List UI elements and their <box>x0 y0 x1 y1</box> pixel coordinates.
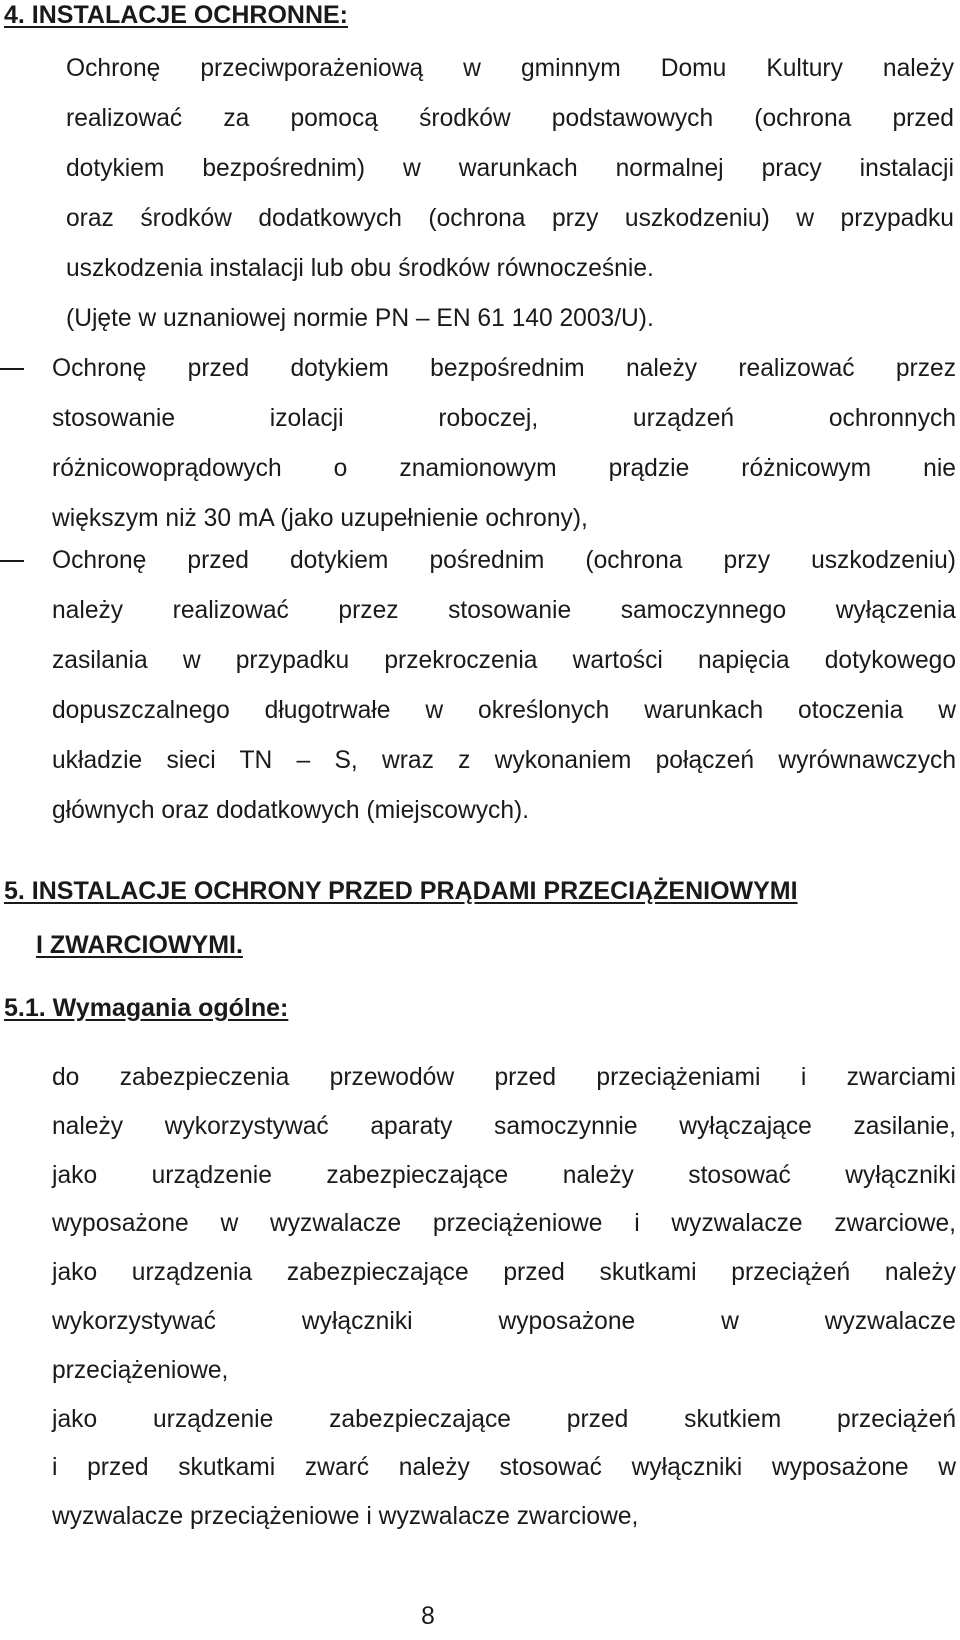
text-line: należy realizować przez stosowanie samoczynnego wyłączenia <box>52 597 956 624</box>
text-line: przeciążeniowe, <box>52 1356 229 1384</box>
section-5-heading <box>4 864 798 972</box>
text-line: Ochronę przed dotykiem bezpośrednim należy realizować przez <box>52 355 956 382</box>
text-line: Ochronę przed dotykiem pośrednim (ochrona przy uszkodzeniu) <box>52 547 956 574</box>
text-line: (Ujęte w uznaniowej normie PN – EN 61 140 2003/U). <box>66 305 654 332</box>
text-line: wyposażone w wyzwalacze przeciążeniowe i wyzwalacze zwarciowe, <box>52 1210 956 1238</box>
section-5-1-heading: 5.1. Wymagania ogólne: <box>4 994 289 1022</box>
text-line: układzie sieci TN – S, wraz z wykonaniem połączeń wyrównawczych <box>52 747 956 774</box>
heading-line: I ZWARCIOWYMI. <box>36 931 243 959</box>
text-line: dopuszczalnego długotrwałe w określonych warunkach otoczenia w <box>52 697 956 724</box>
text-line: Ochronę przeciwporażeniową w gminnym Domu Kultury należy <box>66 55 954 82</box>
text-line: jako urządzenie zabezpieczające należy stosować wyłączniki <box>52 1161 956 1189</box>
text-line: głównych oraz dodatkowych (miejscowych). <box>52 797 530 824</box>
text-line: zasilania w przypadku przekroczenia wartości napięcia dotykowego <box>52 647 956 674</box>
text-line: wykorzystywać wyłączniki wyposażone w wyzwalacze <box>52 1307 956 1335</box>
bullet-text <box>52 536 956 836</box>
text-line: oraz środków dodatkowych (ochrona przy uszkodzeniu) w przypadku <box>66 205 954 232</box>
text-line: uszkodzenia instalacji lub obu środków równocześnie. <box>66 255 654 282</box>
page-number: 8 <box>421 1603 435 1630</box>
text-line: dotykiem bezpośrednim) w warunkach normalnej pracy instalacji <box>66 155 954 182</box>
text-line: realizować za pomocą środków podstawowych (ochrona przed <box>66 105 954 132</box>
text-line: większym niż 30 mA (jako uzupełnienie ochrony), <box>52 505 588 532</box>
section-4-heading: 4. INSTALACJE OCHRONNE: <box>4 1 349 29</box>
section-5-1-body <box>52 1054 956 1542</box>
text-line: wyzwalacze przeciążeniowe i wyzwalacze zwarciowe, <box>52 1503 639 1531</box>
text-line: różnicowoprądowych o znamionowym prądzie różnicowym nie <box>52 455 956 482</box>
section-4-intro-paragraph <box>66 44 954 344</box>
heading-line: 5. INSTALACJE OCHRONY PRZED PRĄDAMI PRZECIĄŻENIOWYMI <box>4 877 798 905</box>
text-line: należy wykorzystywać aparaty samoczynnie wyłączające zasilanie, <box>52 1112 956 1140</box>
dash-bullet-icon <box>0 368 24 370</box>
bullet-text <box>52 344 956 544</box>
text-line: do zabezpieczenia przewodów przed przeciążeniami i zwarciami <box>52 1064 956 1091</box>
text-line: i przed skutkami zwarć należy stosować wyłączniki wyposażone w <box>52 1454 956 1482</box>
text-line: stosowanie izolacji roboczej, urządzeń ochronnych <box>52 405 956 432</box>
text-line: jako urządzenia zabezpieczające przed skutkami przeciążeń należy <box>52 1259 956 1287</box>
dash-bullet-icon <box>0 560 24 562</box>
text-line: jako urządzenie zabezpieczające przed skutkiem przeciążeń <box>52 1405 956 1433</box>
